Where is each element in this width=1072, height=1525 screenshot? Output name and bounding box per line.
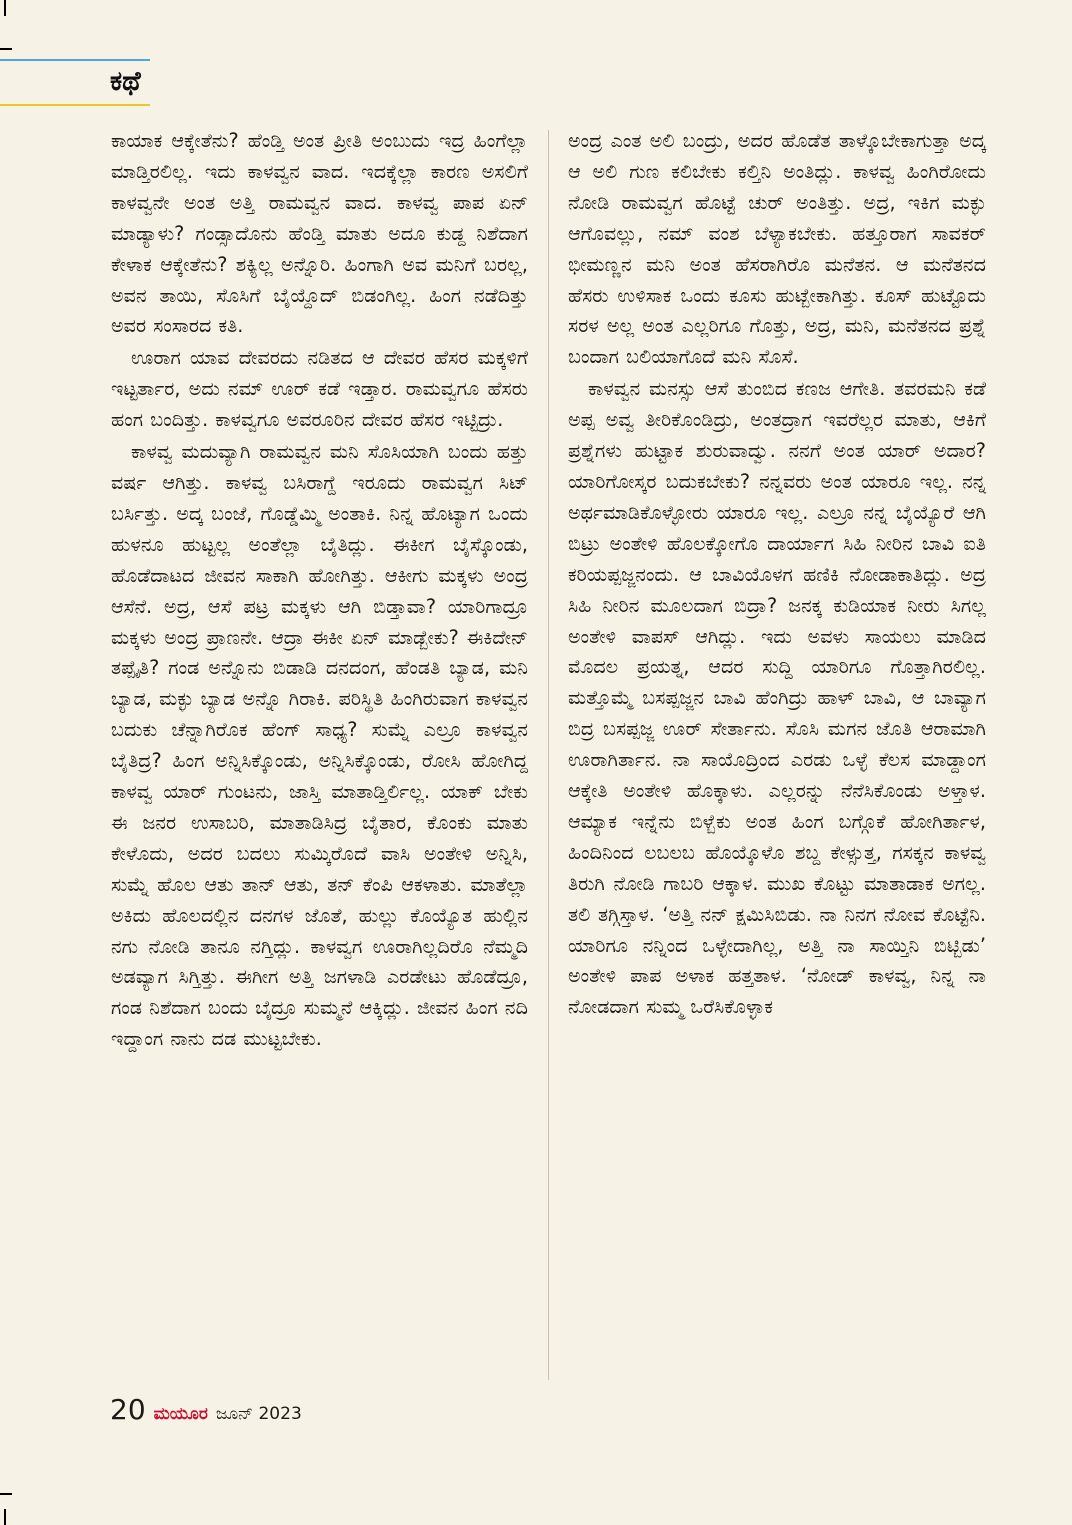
page-footer <box>110 1393 302 1427</box>
paragraph: ಅಂದ್ರ ಎಂತ ಅಲಿ ಬಂದ್ರು, ಅದರ ಹೊಡೆತ ತಾಳ್ಕೊಬೇಕಾಗುತ್ತಾ ಅದ್ಕ ಆ ಅಲಿ ಗುಣ ಕಲಿಬೇಕು ಕಲ್ತಿನಿ ಅಂತಿದ್ಲು. ಕಾಳವ್ವ ಹಿಂಗಿರೋದು ನೋಡಿ ರಾಮವ್ವಗ ಹೊಟ್ಟೆ ಚುರ್ ಅಂತಿತ್ತು. ಅದ್ರ, ಇಕಿಗ ಮಕ್ಳು ಆಗೊವಲ್ಲು, ನಮ್ ವಂಶ ಬೆಳ್ಯಾಕಬೇಕು. ಹತ್ತೂರಾಗ ಸಾವಕರ್ ಭೀಮಣ್ಣನ ಮನಿ ಅಂತ ಹೆಸರಾಗಿರೊ ಮನೆತನ. ಆ ಮನೆತನದ ಹೆಸರು ಉಳಿಸಾಕ ಒಂದು ಕೂಸು ಹುಟ್ಬೇಕಾಗಿತ್ತು. ಕೂಸ್ ಹುಟ್ಟೊದು ಸರಳ ಅಲ್ಲ ಅಂತ ಎಲ್ಲರಿಗೂ ಗೊತ್ತು, ಅದ್ರ, ಮನಿ, ಮನೆತನದ ಪ್ರಶ್ನೆ ಬಂದಾಗ ಬಲಿಯಾಗೊದೆ ಮನಿ ಸೊಸೆ. <box>568 129 986 369</box>
crop-mark <box>0 1493 12 1495</box>
section-label: ಕಥೆ <box>110 66 141 97</box>
crop-mark <box>4 1509 6 1525</box>
left-column <box>111 126 528 1055</box>
crop-mark <box>0 48 12 50</box>
header-rule-yellow <box>0 104 150 106</box>
column-divider <box>548 130 549 1380</box>
paragraph: ಕಾಳವ್ವ ಮದುವ್ಯಾಗಿ ರಾಮವ್ವನ ಮನಿ ಸೊಸಿಯಾಗಿ ಬಂದು ಹತ್ತು ವರ್ಷ ಆಗಿತ್ತು. ಕಾಳವ್ವ ಬಸಿರಾಗ್ದೆ ಇರೂದು ರಾಮವ್ವಗ ಸಿಟ್ ಬರ್ಸಿತ್ತು. ಅದ್ಕ ಬಂಜೆ, ಗೊಡ್ಡೆಮ್ಮಿ ಅಂತಾಕಿ. ನಿನ್ನ ಹೊಟ್ಯಾಗ ಒಂದು ಹುಳನೂ ಹುಟ್ಟಲ್ಲ ಅಂತೆಲ್ಲಾ ಬೈತಿದ್ಲು. ಈಕೀಗ ಬೈಸ್ಕೊಂಡು, ಹೊಡೆದಾಟದ ಜೀವನ ಸಾಕಾಗಿ ಹೋಗಿತ್ತು. ಆಕೀಗು ಮಕ್ಕಳು ಅಂದ್ರ ಆಸೆನೆ. ಅದ್ರ, ಆಸೆ ಪಟ್ರ ಮಕ್ಕಳು ಆಗಿ ಬಿಡ್ತಾವಾ? ಯಾರಿಗಾದ್ರೂ ಮಕ್ಕಳು ಅಂದ್ರ ಪ್ರಾಣನೇ. ಆದ್ರಾ ಈಕೀ ಏನ್ ಮಾಡ್ಬೇಕು? ಈಕಿದೇನ್ ತಪ್ಪೈತಿ? ಗಂಡ ಅನ್ನೊನು ಬಿಡಾಡಿ ದನದಂಗ, ಹೆಂಡತಿ ಬ್ಯಾಡ, ಮನಿ ಬ್ಯಾಡ, ಮಕ್ಳು ಬ್ಯಾಡ ಅನ್ನೊ ಗಿರಾಕಿ. ಪರಿಸ್ಥಿತಿ ಹಿಂಗಿರುವಾಗ ಕಾಳವ್ವನ ಬದುಕು ಚೆನ್ನಾಗಿರೊಕ ಹೆಂಗ್ ಸಾಧ್ಯ? ಸುಮ್ನೆ ಎಲ್ರೂ ಕಾಳವ್ವನ ಬೈತಿದ್ರ? ಹಿಂಗ ಅನ್ನಿಸಿಕ್ಕೊಂಡು, ಅನ್ನಿಸಿಕ್ಕೊಂಡು, ರೋಸಿ ಹೋಗಿದ್ದ ಕಾಳವ್ವ ಯಾರ್ ಗುಂಟನು, ಜಾಸ್ತಿ ಮಾತಾಡ್ತಿರ್ಲಿಲ್ಲ. ಯಾಕ್ ಬೇಕು ಈ ಜನರ ಉಸಾಬರಿ, ಮಾತಾಡಿಸಿದ್ರ ಬೈತಾರ, ಕೊಂಕು ಮಾತು ಕೇಳೊದು, ಅದರ ಬದಲು ಸುಮ್ಕಿರೊದೆ ವಾಸಿ ಅಂತೇಳಿ ಅನ್ನಿಸಿ, ಸುಮ್ನೆ ಹೊಲ ಆತು ತಾನ್ ಆತು, ತನ್ ಕೆಂಪಿ ಆಕಳಾತು. ಮಾತೆಲ್ಲಾ ಅಕಿದು ಹೊಲದಲ್ಲಿನ ದನಗಳ ಜೊತೆ, ಹುಲ್ಲು ಕೊಯ್ಯೊತ ಹುಲ್ಲಿನ ನಗು ನೋಡಿ ತಾನೂ ನಗ್ತಿದ್ಲು. ಕಾಳವ್ವಗ ಊರಾಗಿಲ್ಲದಿರೊ ನೆಮ್ಮದಿ ಅಡವ್ಯಾಗ ಸಿಗ್ತಿತ್ತು. ಈಗೀಗ ಅತ್ತಿ ಜಗಳಾಡಿ ಎರಡೇಟು ಹೊಡೆದ್ರೂ, ಗಂಡ ನಿಶೆದಾಗ ಬಂದು ಬೈದ್ರೂ ಸುಮ್ಮನೆ ಆಕ್ಕಿದ್ಲು. ಜೀವನ ಹಿಂಗ ನದಿ ಇದ್ದಾಂಗ ನಾನು ದಡ ಮುಟ್ಟಬೇಕು. <box>111 440 528 1051</box>
crop-mark <box>4 0 6 16</box>
page-number: 20 <box>110 1393 146 1426</box>
right-column <box>568 126 986 1023</box>
paragraph: ಊರಾಗ ಯಾವ ದೇವರದು ನಡಿತದ ಆ ದೇವರ ಹೆಸರ ಮಕ್ಕಳಿಗೆ ಇಟ್ಟರ್ತಾರ, ಅದು ನಮ್ ಊರ್ ಕಡೆ ಇಡ್ತಾರ. ರಾಮವ್ವಗೂ ಹೆಸರು ಹಂಗ ಬಂದಿತ್ತು. ಕಾಳವ್ವಗೂ ಅವರೂರಿನ ದೇವರ ಹೆಸರ ಇಟ್ಟಿದ್ರು. <box>111 346 528 432</box>
paragraph: ಕಾಳವ್ವನ ಮನಸ್ಸು ಆಸೆ ತುಂಬಿದ ಕಣಜ ಆಗೇತಿ. ತವರಮನಿ ಕಡೆ ಅಪ್ಪ ಅವ್ವ ತೀರಿಕೊಂಡಿದ್ರು, ಅಂತದ್ರಾಗ ಇವರೆಲ್ಲರ ಮಾತು, ಆಕಿಗೆ ಪ್ರಶ್ನೆಗಳು ಹುಟ್ಟಾಕ ಶುರುವಾದ್ವು. ನನಗೆ ಅಂತ ಯಾರ್ ಅದಾರ? ಯಾರಿಗೋಸ್ಕರ ಬದುಕಬೇಕು? ನನ್ನವರು ಅಂತ ಯಾರೂ ಇಲ್ಲ. ನನ್ನ ಅರ್ಥಮಾಡಿಕೊಳ್ಳೋರು ಯಾರೂ ಇಲ್ಲ. ಎಲ್ರೂ ನನ್ನ ಬೈಯ್ಯೊರೆ ಆಗಿ ಬಿಟ್ರು ಅಂತೇಳಿ ಹೊಲಕ್ಕೋಗೊ ದಾರ್ಯಾಗ ಸಿಹಿ ನೀರಿನ ಬಾವಿ ಐತಿ ಕರಿಯಪ್ಪಜ್ಜನಂದು. ಆ ಬಾವಿಯೊಳಗ ಹಣಿಕಿ ನೋಡಾಕಾತಿದ್ಲು. ಅದ್ರ ಸಿಹಿ ನೀರಿನ ಮೂಲದಾಗ ಬಿದ್ರಾ? ಜನಕ್ಕ ಕುಡಿಯಾಕ ನೀರು ಸಿಗಲ್ಲ ಅಂತೇಳಿ ವಾಪಸ್ ಆಗಿದ್ಲು. ಇದು ಅವಳು ಸಾಯಲು ಮಾಡಿದ ಮೊದಲ ಪ್ರಯತ್ನ, ಆದರ ಸುದ್ದಿ ಯಾರಿಗೂ ಗೊತ್ತಾಗಿರಲಿಲ್ಲ. ಮತ್ತೊಮ್ಮೆ ಬಸಪ್ಪಜ್ಜನ ಬಾವಿ ಹೆಂಗಿದ್ರು ಹಾಳ್ ಬಾವಿ, ಆ ಬಾವ್ಯಾಗ ಬಿದ್ರ ಬಸಪ್ಪಜ್ಜ ಊರ್ ಸೇರ್ತಾನು. ಸೊಸಿ ಮಗನ ಜೊತಿ ಆರಾಮಾಗಿ ಊರಾಗಿರ್ತಾನ. ನಾ ಸಾಯೊದ್ರಿಂದ ಎರಡು ಒಳ್ಳೆ ಕೆಲಸ ಮಾಡ್ದಾಂಗ ಆಕ್ಕೇತಿ ಅಂತೇಳಿ ಹೊಕ್ಕಾಳು. ಎಲ್ಲರನ್ನು ನೆನೆಸಿಕೊಂಡು ಅಳ್ತಾಳ. ಆಮ್ಯಾಕ ಇನ್ನೆನು ಬಿಳ್ಬೆಕು ಅಂತ ಹಿಂಗ ಬಗ್ಗೊಕೆ ಹೋಗಿರ್ತಾಳ, ಹಿಂದಿನಿಂದ ಲಬಲಬ ಹೊಯ್ಕೊಳೊ ಶಬ್ದ ಕೇಳ್ಸುತ್ತ, ಗಸಕ್ಕನ ಕಾಳವ್ವ ತಿರುಗಿ ನೋಡಿ ಗಾಬರಿ ಆಕ್ಕಾಳ. ಮುಖ ಕೊಟ್ಟು ಮಾತಾಡಾಕ ಅಗಲ್ಲ. ತಲಿ ತಗ್ಗಿಸ್ತಾಳ. ‘ಅತ್ತಿ ನನ್ ಕ್ಷಮಿಸಿಬಿಡು. ನಾ ನಿನಗ ನೋವ ಕೊಟ್ಟೆನಿ. ಯಾರಿಗೂ ನನ್ನಿಂದ ಒಳ್ಳೇದಾಗಿಲ್ಲ, ಅತ್ತಿ ನಾ ಸಾಯ್ತಿನಿ ಬಿಟ್ಬಿಡು’ ಅಂತೇಳಿ ಪಾಪ ಅಳಾಕ ಹತ್ತತಾಳ. ‘ನೋಡ್ ಕಾಳವ್ವ, ನಿನ್ನ ನಾ ನೋಡದಾಗ ಸುಮ್ಮ ಒರೆಸಿಕೊಳ್ಳಾಕ <box>568 377 986 1019</box>
paragraph: ಕಾಯಾಕ ಆಕ್ಕೇತೆನು? ಹೆಂಡ್ತಿ ಅಂತ ಪ್ರೀತಿ ಅಂಬುದು ಇದ್ರ ಹಿಂಗೆಲ್ಲಾ ಮಾಡ್ತಿರಲಿಲ್ಲ. ಇದು ಕಾಳವ್ವನ ವಾದ. ಇದಕ್ಕೆಲ್ಲಾ ಕಾರಣ ಅಸಲಿಗೆ ಕಾಳವ್ವನೇ ಅಂತ ಅತ್ತಿ ರಾಮವ್ವನ ವಾದ. ಕಾಳವ್ವ ಪಾಪ ಏನ್ ಮಾಡ್ಯಾಳು? ಗಂಡ್ಸಾದೊನು ಹೆಂಡ್ತಿ ಮಾತು ಅದೂ ಕುಡ್ದ ನಿಶೆದಾಗ ಕೇಳಾಕ ಆಕ್ಕೇತೆನು? ಶಕ್ಯಿಲ್ಲ ಅನ್ನೊರಿ. ಹಿಂಗಾಗಿ ಅವ ಮನಿಗೆ ಬರಲ್ಲ, ಅವನ ತಾಯಿ, ಸೊಸಿಗೆ ಬೈಯ್ದೊದ್ ಬಿಡಂಗಿಲ್ಲ. ಹಿಂಗ ನಡೆದಿತ್ತು ಅವರ ಸಂಸಾರದ ಕತಿ. <box>111 129 528 338</box>
header-rule-blue <box>0 59 150 61</box>
magazine-logo: ಮಯೂರ <box>153 1404 208 1424</box>
issue-date: ಜೂನ್ 2023 <box>215 1404 302 1424</box>
